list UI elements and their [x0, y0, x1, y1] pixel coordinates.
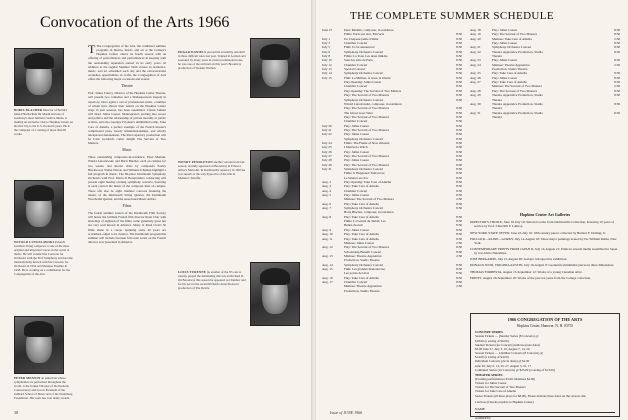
form-subheading: Hopkins Center, Hanover, N. H. 03755 [516, 323, 574, 328]
page-headline: Convocation of the Arts 1966 [40, 14, 230, 31]
schedule-time: 8:30 [614, 75, 620, 80]
caption-text: another veteran from last season, recently appeared on Broadway in Edward Albee's Malcolm. In Dartmouth's repertory in 1965 he was superb as the wily hypocrite of the title in Molière's Tartuffe. [178, 160, 246, 181]
music-paragraph: Three outstanding composers-in-residence, Peter Mennin, Witold Lutoslawski, and Boris Blacher, each on campus for two weeks, and shorter visits by composers Easley Blackwood, Walter Piston, and William Schuman highlight a full program in music. The 80-piece Dartmouth Symphony Orchestra with Prof. Mario di Bonaventura conducting will present eight Sunday evening symphony concerts, featuring at each concert the music of the composer then on campus. There will also be eight chamber concerts featuring the talents of the Dartmouth String Quartet, the Dartmouth Woodwind Quartet, and the Associated Music Artists. [88, 155, 166, 201]
schedule-date: Aug. 26 [470, 75, 481, 80]
caption-name: WENDY PENDLETON [178, 160, 213, 164]
schedule-event: Theatre [492, 106, 503, 111]
schedule-date: Aug. 24 [470, 62, 481, 67]
schedule-time: 2:30 [614, 62, 620, 67]
schedule-date: July 6 [322, 49, 330, 54]
schedule-date: Aug. 9 [322, 227, 331, 232]
schedule-time: 8:30 [614, 28, 620, 32]
schedule-time: 8:30 [456, 106, 462, 111]
schedule-event: Play: Julius Caesar [344, 227, 370, 232]
schedule-time: 8:30 [456, 41, 462, 46]
films-paragraph: The fourth summer season of the Dartmouth Film Society will honor the brilliant French film director René Clair with showings of eighteen of his films, some genuinely great but not very well known in America. Many of René Clair's 30 films made in a career spanning some 40 years are acclaimed, edged to its classics. The Dartmouth program this summer will include fourteen full-scale series on the French director ever presented in America. [88, 210, 166, 245]
schedule-event: Chamber Concert [344, 279, 368, 284]
address-field[interactable]: ADDRESS [475, 416, 615, 420]
schedule-event: Chamber Concert [344, 41, 368, 46]
caption-name: BORIS BLACHER [14, 108, 43, 112]
schedule-event: Play: The Servant of Two Masters [344, 114, 389, 119]
schedule-event: Matinee: Take Care of Amelia [492, 36, 532, 41]
schedule-event: Special Concert [344, 67, 365, 72]
schedule-event: Play: The Servant of Two Masters [344, 245, 389, 250]
schedule-row [470, 115, 620, 119]
schedule-event: Play: Julius Caesar [492, 28, 518, 32]
schedule-date: Aug. 29 [470, 93, 481, 98]
schedule-time: 8:30 [456, 158, 462, 163]
caption-name: EDGAR DANIELS [178, 50, 207, 54]
schedule-event: Theatre Apprentice Production, Studio [492, 110, 543, 115]
schedule-time: 8:30 [456, 127, 462, 132]
caption-turenne [178, 270, 246, 290]
schedule-column-1 [322, 28, 462, 293]
schedule-time: 8:30 [456, 206, 462, 211]
schedule-date: Aug. 14 [322, 262, 333, 267]
schedule-time: 8:30 [614, 88, 620, 93]
form-line: $18.00 (a saving of $6.00) [475, 338, 509, 343]
portrait-photo-mennin [14, 316, 64, 374]
schedule-event: Symphony Orchestra Concert [344, 49, 384, 54]
caption-text: an American whose symphonies are performed throughout the world, is the former Director of the Peabody Conservatory and is now President of the Juilliard School of Music and of the Naumburg Foundation. His work has won many awards. [14, 376, 73, 401]
schedule-time: 8:30 [456, 219, 462, 224]
schedule-event: Symphony Orchestra Concert [344, 97, 384, 102]
schedule-date: Aug. 30 [470, 101, 481, 106]
schedule-time: 8:30 [456, 80, 462, 85]
schedule-event: Play: Take Care of Amelia [344, 275, 379, 280]
schedule-event: Play: Julius Caesar [344, 158, 370, 163]
schedule-row [322, 289, 462, 293]
form-line: (Evening performances $3.00, Matinees $2.00) [475, 376, 536, 381]
schedule-date: Aug. 4 [322, 188, 331, 193]
schedule-event: Theatre [492, 114, 503, 119]
schedule-event: Play: Take Care of Amelia [344, 232, 379, 237]
schedule-time: 8:30 [456, 184, 462, 189]
schedule-date: Aug. 21 [470, 45, 481, 50]
schedule-time: 8:30 [614, 110, 620, 115]
schedule-event: Peter Mennin, composer, in residence [344, 28, 394, 32]
gallery-item: DIRECTOR'S CHOICE, June 10-July 10: Selected works from Dartmouth's Collection, honoring 10 years of service by Prof. Churchill P. Lathrop [470, 220, 615, 229]
schedule-time: 8:30 [456, 71, 462, 76]
schedule-event: Play: Julius Caesar [344, 132, 370, 137]
schedule-time: 8:30 [456, 175, 462, 180]
theater-series-label: THEATER SERIES [475, 372, 503, 377]
caption-text: Poland's foremost living composer, is one of the most original and important voices in the world of music. He will conduct his Concerto for Orchestra with the Prof Symphony and become internationally known with his Concerto for Orchestra in 1954 and Musique Funèbre in 1958. He is working on a commission for the Congregation of the Arts. [14, 240, 73, 277]
schedule-event: Play: The Servant of Two Masters [344, 93, 389, 98]
schedule-time: 8:30 [456, 145, 462, 150]
schedule-event: Matinee: The Servant of Two Masters [492, 84, 542, 89]
schedule-time [608, 115, 620, 119]
schedule-time: 8:30 [456, 49, 462, 54]
article-column-1 [88, 44, 166, 246]
gallery-item: THOMAS FORBESTA, August 13-September 12: Works of a young Canadian artist. [470, 269, 583, 274]
schedule-date: Aug. 13 [322, 253, 333, 258]
schedule-event: Play: The Servant of Two Masters [344, 153, 389, 158]
schedule-date: July 10 [322, 58, 332, 63]
page-number: 38 [14, 410, 18, 415]
schedule-event: Play: The Servant of Two Masters [492, 88, 537, 93]
schedule-time: 2:30 [614, 36, 620, 41]
schedule-date: Aug. 18 [470, 28, 481, 32]
schedule-event: Play Opening: Take Care of Amelia [344, 180, 392, 185]
schedule-event: Theatre [492, 54, 503, 59]
schedule-event: Boris Blacher, composer, in residence [344, 210, 394, 215]
schedule-date: July 29 [322, 162, 332, 167]
schedule-event: Les portes de Lilas [344, 271, 369, 276]
name-field[interactable]: NAME [475, 407, 615, 413]
gallery-item: NEW YORK STATE SEVEN, June 10-July 10: 18th century pieces collected by Herbert F. Dolling, Jr. [470, 230, 606, 235]
schedule-event: Production, Studio Theatre [344, 258, 380, 263]
schedule-time: 8:30 [456, 171, 462, 176]
schedule-event: Play: Take Care of Amelia [344, 214, 379, 219]
schedule-date: July 14 [322, 71, 332, 76]
schedule-event: Theatre [492, 97, 503, 102]
issue-footer: Issue of JUNE 1966 [330, 410, 363, 415]
schedule-time: 8:30 [456, 167, 462, 171]
gallery-item: DONALD JUDD, VIRGINIA AUSTIN, July 16-August 9: Geometric-minimalist pieces in three dimensions. [470, 263, 615, 268]
schedule-date: July 8 [322, 54, 330, 59]
caption-mennin [14, 376, 74, 400]
schedule-date: July 26 [322, 149, 332, 154]
schedule-event: Matinee: Theatre Apprentice [492, 62, 530, 67]
schedule-time: 8:30 [456, 214, 462, 219]
schedule-time: 8:30 [614, 58, 620, 63]
caption-text: (at another of the '65 cast to return), played the demanding title role in Richard II. On Broadway this season he appeared as Chekhov and for his part in the recent Richards-Jones Ronconi production of The Devils. [178, 270, 246, 291]
schedule-event: Chamber Concert [344, 84, 368, 89]
schedule-date: Aug. 2 [322, 180, 331, 185]
schedule-time: 8:30 [614, 49, 620, 54]
form-line: Tickets for Take Care of Amelia [475, 389, 516, 394]
schedule-time: 8:30 [456, 249, 462, 254]
schedule-event: The Ghost Goes West [344, 110, 373, 115]
schedule-date: Aug. 16 [322, 275, 333, 280]
form-heading: 1966 CONGREGATION OF THE ARTS [507, 317, 583, 322]
schedule-event: Play Opening: The Servant of Two Masters [344, 88, 402, 93]
schedule-time: 8:30 [456, 93, 462, 98]
schedule-date: Aug. 3 [322, 184, 331, 189]
schedule-time: 8:30 [456, 262, 462, 267]
schedule-event: Films: La beauté du diable; Les [344, 219, 386, 224]
schedule-time: 8:30 [456, 232, 462, 237]
portrait-photo-blacher [14, 48, 64, 106]
schedule-time: 8:30 [614, 45, 620, 50]
gallery-item: JOSE BERGAMIN, July 15-August 28: A major retrospective exhibition. [470, 257, 568, 262]
left-page [0, 0, 312, 420]
schedule-date: Aug. 17 [322, 279, 333, 284]
schedule-date: Aug. 8 [322, 214, 331, 219]
schedule-date: July 13 [322, 67, 332, 72]
schedule-time: 8:30 [614, 93, 620, 98]
caption-name: WITOLD LUTOSLAWSKI [14, 240, 55, 244]
schedule-event: Play: Take Care of Amelia [492, 71, 527, 76]
schedule-date: July 12 [322, 62, 332, 67]
schedule-time: 2:30 [614, 84, 620, 89]
schedule-time: 8:30 [456, 245, 462, 250]
schedule-time: 8:30 [456, 180, 462, 185]
schedule-time: 8:30 [456, 36, 462, 41]
form-line: Individual Concerts (circle dates) @ $2.00 [475, 359, 530, 364]
schedule-date: Aug. 27 [470, 80, 481, 85]
schedule-event: Chamber Concert [344, 188, 368, 193]
schedule-time: 8:30 [456, 140, 462, 145]
theatre-heading: Theatre [121, 84, 133, 89]
gallery-item: PRINTS, August 26-September 18: Works of the past ten years from the College collection. [470, 275, 591, 280]
schedule-time: 2:30 [456, 197, 462, 202]
schedule-date: Aug. 7 [322, 206, 331, 211]
schedule-event: I Married a Witch [344, 145, 368, 150]
schedule-date: Aug. 20 [470, 36, 481, 41]
schedule-time: 8:30 [456, 67, 462, 72]
schedule-time: 8:30 [456, 88, 462, 93]
schedule-event: Play: Take Care of Amelia [344, 236, 379, 241]
schedule-date: Aug. 5 [322, 193, 331, 198]
schedule-time: 8:30 [614, 101, 620, 106]
schedule-date: July 1 [322, 36, 330, 41]
schedule-time: 8:30 [614, 32, 620, 37]
form-line: Season Tickets — Chamber Concerts (8 Concerts) @ [475, 351, 544, 356]
form-line: Student Tickets (for Concerts) indicate (note dates) [475, 342, 541, 347]
schedule-time: 8:30 [614, 71, 620, 76]
schedule-time: 8:30 [456, 188, 462, 193]
schedule-date: Aug. 25 [470, 71, 481, 76]
schedule-event: Symphony Orchestra Concert [344, 206, 384, 211]
schedule-event: Theatre Apprentice Production, Studio [492, 93, 543, 98]
schedule-event: Symphony Orchestra Concert [344, 71, 384, 76]
schedule-time: 8:30 [456, 236, 462, 241]
schedule-time: 8:30 [456, 153, 462, 158]
schedule-event: Play: Julius Caesar [344, 149, 370, 154]
schedule-event: Belles-de-nuit [344, 223, 363, 228]
schedule-event: Matinee: Theatre Apprentice [344, 284, 382, 289]
schedule-event: Un Chapeau paille d'Italie [344, 36, 379, 41]
schedule-time: 8:30 [456, 279, 462, 284]
schedule-column-2 [470, 28, 620, 119]
schedule-date: July 24 [322, 140, 332, 145]
intro-paragraph: T The Congregation of the Arts, the combined summer programs in theatre, music, and art at the College's Hopkins Center, enters its fourth season with an offering of performances and performances in keeping with the outstanding reputation earned in its early years. In addition to the regular Summer Term classes in dramatics, music, and art scheduled each day and the extracurricular workshop opportunities in crafts, the Congregation of Arts offers the following major occasions and events: [88, 42, 166, 82]
schedule-event: Films: The Flame of New Orleans; [344, 140, 390, 145]
caption-name: LOUIS TURENNE [178, 270, 207, 274]
schedule-date: Aug. 28 [470, 88, 481, 93]
schedule-event: Play: Julius Caesar [492, 58, 518, 63]
schedule-time: 8:30 [456, 114, 462, 119]
caption-name: PETER MENNIN [14, 376, 41, 380]
music-heading: Music [122, 148, 132, 153]
caption-pendleton [178, 160, 246, 180]
form-line: Series Tickets (all three plays for $8.00). Please indicate three dates on the reverse side [475, 393, 586, 398]
schedule-event: Matinee: Julius Caesar [344, 240, 375, 245]
schedule-event: Matinee: The Servant of Two Masters [344, 197, 394, 202]
schedule-event: Play Opening: Julius Caesar [344, 80, 382, 85]
schedule-event: Play: The Servant of Two Masters [344, 127, 389, 132]
schedule-time: 8:30 [456, 193, 462, 198]
schedule-time: 8:30 [614, 41, 620, 46]
schedule-event: Play: The Servant of Two Masters [344, 162, 389, 167]
form-line: $3.00 June 27, July 3, 10, August 7, 14, 20 [475, 346, 530, 351]
schedule-time: 8:30 [456, 32, 462, 37]
schedule-time [450, 289, 462, 293]
form-line: Tickets for Julius Caesar [475, 381, 507, 386]
schedule-event: Witold Lutoslawski, composer, in residence [344, 101, 402, 106]
schedule-time: 8:30 [456, 271, 462, 276]
schedule-event: Film: To be announced [344, 45, 375, 50]
schedule-time: 8:30 [456, 227, 462, 232]
schedule-event: Film: Les grandes manoeuvres; [344, 266, 386, 271]
schedule-title: THE COMPLETE SUMMER SCHEDULE [350, 10, 555, 22]
gallery-item: CONTEMPORARY PRINTS FROM JAPAN II, July 14-August 21: Prints in several media assembled in Japan by Jon-Ichiro Nakamura. [470, 246, 618, 256]
form-line: Combined Series (16 Concerts) @ $25.00 (a saving of $13.00) [475, 367, 555, 372]
schedule-time: 8:30 [456, 75, 462, 80]
schedule-event: Symphony Orchestra Concert [344, 136, 384, 141]
films-heading: Films [122, 204, 132, 208]
schedule-date: July 31 [322, 167, 332, 171]
schedule-date: Aug. 22 [470, 49, 481, 54]
portrait-photo-daniels [250, 38, 300, 98]
schedule-time: 8:30 [614, 80, 620, 85]
schedule-date: July 15 [322, 75, 332, 80]
schedule-date: Aug. 10 [322, 232, 333, 237]
schedule-event: Theatre Apprentice Production, Studio [492, 101, 543, 106]
schedule-date: Aug. 11 [322, 236, 333, 241]
schedule-time: 8:30 [456, 62, 462, 67]
schedule-event: Chamber Concert [344, 119, 368, 124]
schedule-event: Chamber Concert [344, 62, 368, 67]
schedule-time: 8:30 [456, 54, 462, 59]
form-line: $14.00 (a saving of $4.00) [475, 355, 509, 360]
schedule-date: July 28 [322, 158, 332, 163]
schedule-time: 8:30 [456, 162, 462, 167]
schedule-event: Play: Julius Caesar [344, 123, 370, 128]
form-line: Tickets for The Servant of Two Masters [475, 385, 526, 390]
caption-text: proved his versatility and skill in three difficult roles last year. Trained in London and seasoned by many years in varied professional roles, he was one of the stalwarts in this year's Broadway production of Wonder Women. [178, 50, 246, 71]
schedule-event: Play: Julius Caesar [492, 41, 518, 46]
schedule-time: 8:30 [456, 45, 462, 50]
schedule-time: 8:30 [456, 110, 462, 115]
schedule-event: Play: Take Care of Amelia [344, 184, 379, 189]
schedule-time: 2:30 [456, 253, 462, 258]
schedule-date: Aug. 6 [322, 201, 331, 206]
gallery-item: POLLOCK—KLINE—GORKY, July 14-August 18: Three major paintings loaned by Dr. William Rubin, New York. [470, 236, 617, 245]
schedule-event: Sous les toits de Paris [344, 58, 373, 63]
schedule-event: Play: Julius Caesar [344, 193, 370, 198]
schedule-time: 8:30 [456, 201, 462, 206]
schedule-time: 8:30 [456, 119, 462, 124]
schedule-date: July 25 [322, 145, 332, 150]
schedule-event: Scholarship Benefit Concert [344, 249, 382, 254]
schedule-date: July 5 [322, 45, 330, 50]
schedule-time: 8:30 [456, 97, 462, 102]
schedule-event: Play: The Servant of Two Masters [492, 32, 537, 37]
schedule-time: 8:30 [456, 275, 462, 280]
schedule-event: Films: Paris qui dort, Entr'acte [344, 32, 385, 37]
schedule-time: 8:30 [456, 84, 462, 89]
caption-blacher [14, 108, 74, 136]
schedule-event: Production, Studio Theatre [344, 288, 380, 293]
schedule-time: 8:30 [456, 223, 462, 228]
schedule-event: Films: It Happened Tomorrow; [344, 171, 386, 176]
portrait-photo-pendleton [250, 150, 300, 210]
form-line: Season Tickets — (Sunday Series (8 Concerts) @ [475, 334, 539, 339]
schedule-event: Le Silence est d'or [344, 175, 369, 180]
schedule-date [470, 115, 492, 119]
schedule-date: June 27 [322, 28, 333, 32]
schedule-event: Play: Julius Caesar [492, 75, 518, 80]
schedule-date: Aug. 31 [470, 110, 481, 115]
schedule-event: Symphony Orchestra Concert [492, 45, 532, 50]
schedule-time: 8:30 [456, 149, 462, 154]
schedule-date: July 22 [322, 132, 332, 137]
schedule-event: Play: Take Care of Amelia [492, 80, 527, 85]
schedule-date: Aug. 19 [470, 32, 481, 37]
schedule-date: July 20 [322, 123, 332, 128]
schedule-time: 8:30 [456, 58, 462, 63]
schedule-event: Symphony Orchestra Concert [344, 167, 384, 171]
schedule-date [322, 289, 344, 293]
schedule-date: Aug. 12 [322, 245, 333, 250]
schedule-time: 8:30 [456, 136, 462, 141]
schedule-event: Film: Le Million, À nous, la liberté [344, 75, 391, 80]
schedule-date: July 3 [322, 41, 330, 46]
form-line: June 29, July 6, 13, 20, 27, August 3, 10, 17 [475, 363, 532, 368]
schedule-event: Matinee: Theatre Apprentice [344, 253, 382, 258]
schedule-event: Production, Studio Theatre [492, 67, 528, 72]
caption-text: Director of Berlin's famed Hochschule für Musik and one of Germany's most brilliant creative minds, is making an exclusive visit to Hopkins Center on his first trip to the U.S. in eleven years. He is the composer of a catalog of more than 65 works. [14, 108, 73, 137]
schedule-date: Aug. 23 [470, 58, 481, 63]
schedule-time: 8:30 [456, 123, 462, 128]
schedule-event: Films: La Tour, Les deux timides [344, 54, 388, 59]
theatre-paragraph: Prof. James Clancy, Director of the Hopkins Center Theatre, will present two comedies and a Shakespearean tragedy in repertory. Once again a cast of professional artists, a number of whom have shown their talents on the Hopkins Center stage in past seasons, has been assembled. Classic lament will direct Julius Caesar, Shakespeare's probing into power and politics and the relationship of private morality to public actions, and also Georges Feydeau's uninhibited romp, Take Care of Amelia, a perfect example of the French master's complicated plots, bawdy misunderstandings, and wholly unexpected denouement. The third repertory production will be Carlo Goldoni's comic delight The Servant of Two Masters. [88, 91, 166, 146]
remittance-line: I enclose (Checks payable to Hopkins Center) [475, 399, 534, 404]
schedule-date: Aug. 15 [322, 266, 333, 271]
caption-daniels [178, 50, 246, 70]
schedule-event: Symphony Orchestra Concert [344, 262, 384, 267]
ticket-order-form [470, 313, 620, 420]
art-galleries-section [470, 212, 620, 282]
portrait-photo-lutoslawski [14, 180, 64, 238]
schedule-date: July 21 [322, 127, 332, 132]
portrait-photo-turenne [250, 262, 300, 326]
schedule-event: Theatre Apprentice Production, Studio [492, 49, 543, 54]
schedule-time: 2:30 [456, 284, 462, 289]
galleries-heading: Hopkins Center Art Galleries [519, 212, 571, 217]
schedule-time: 8:30 [456, 132, 462, 137]
concert-series-label: CONCERT SERIES [475, 330, 503, 335]
schedule-time: 2:30 [456, 240, 462, 245]
schedule-event: Play: Take Care of Amelia [344, 201, 379, 206]
caption-lutoslawski [14, 240, 74, 276]
schedule-event: Play: The Servant of Two Masters [344, 106, 389, 111]
schedule-date: July 27 [322, 153, 332, 158]
schedule-time: 8:30 [456, 266, 462, 271]
